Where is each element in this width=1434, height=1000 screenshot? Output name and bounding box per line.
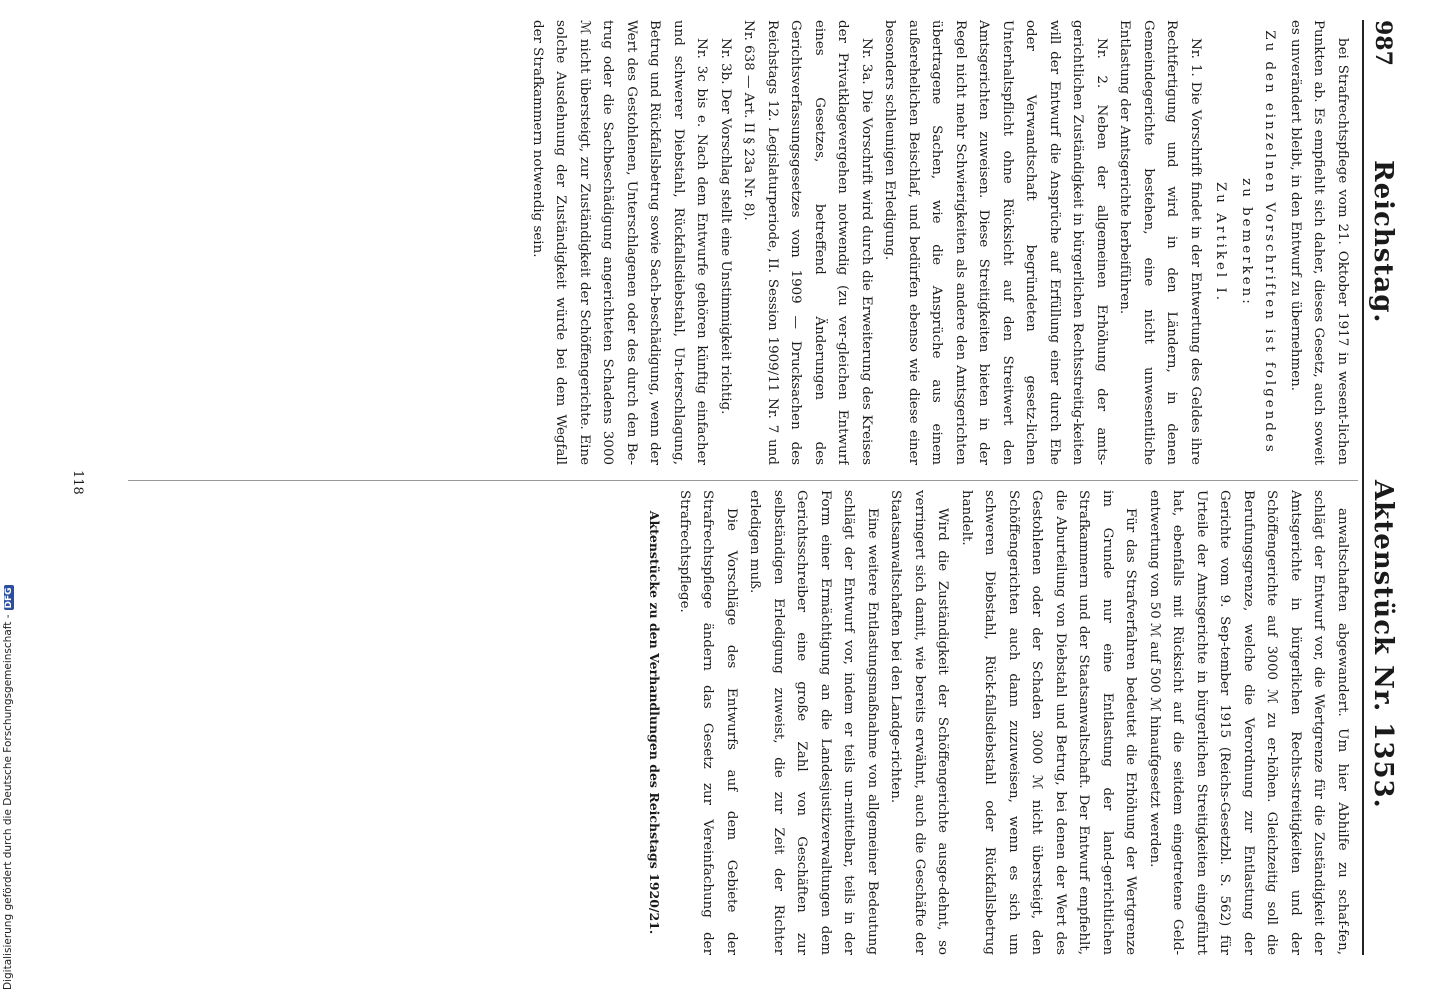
sheet-signature: 118 [70, 470, 85, 495]
footer-line: Aktenstücke zu den Verhandlungen des Reichstags 1920/21. [647, 510, 663, 935]
paragraph: Nr. 3c bis e. Nach dem Entwurfe gehören künftig einfacher und schwerer Diebstahl, Rückfallsdiebstahl, Un-terschlagung, Betrug und Rückfallsbetrug sowie Sach-beschädigung, wenn der Wert des Gestohlenen, Unterschlagenen oder des durch den Be-trug oder die Sachbeschädigung angerichteten Schadens 3000 ℳ nicht übersteigt, zur Zuständigkeit der Schöffengerichte. Eine solche Ausdehnung der Zuständigkeit würde bei dem Wegfall der Strafkammern notwendig sein. [530, 20, 710, 465]
header-title: Reichstag. [1368, 160, 1398, 324]
dfg-logo-icon: DFG [4, 587, 14, 609]
paragraph: Eine weitere Entlastungsmaßnahme von allgemeiner Bedeutung schlägt der Entwurf vor, indem er teils un-mittelbar, teils in der Form einer Ermächtigung an die Landesjustizverwaltungen dem Gerichtsschreiber eine große Zahl von Geschäften zur selbständigen Erledigung zuweist, die zur Zeit der Richter erledigen muß. [747, 490, 880, 955]
paragraph: Für das Strafverfahren bedeutet die Erhöhung der Wertgrenze im Grunde nur eine Entlastung der land-gerichtlichen Strafkammern und der Staatsanwaltschaft. Der Entwurf empfiehlt, die Aburteilung von Diebstahl und Betrug, bei denen der Wert des Gestohlenen oder der Schaden 3000 ℳ nicht übersteigt, den Schöffengerichten auch dann zuzuweisen, wenn es sich um schweren Diebstahl, Rück-fallsdiebstahl oder Rückfallsbetrug handelt. [959, 490, 1139, 955]
paragraph: Nr. 3b. Der Vorschlag stellt eine Unstimmigkeit richtig. [718, 38, 733, 415]
column-divider [128, 480, 1358, 481]
rotated-page-content [68, 20, 1398, 955]
paragraph: bei Strafrechtspflege vom 21. Oktober 1917 in wesent-lichen Punkten ab. Es empfiehlt sich daher, dieses Gesetz, auch soweit es unverändert bleibt, in den Entwurf zu übernehmen. [1288, 20, 1350, 465]
running-header [1362, 20, 1398, 955]
text-column-left-page [98, 490, 1354, 955]
page-number: 987 [1370, 20, 1396, 66]
text-column-right-page [98, 20, 1354, 465]
paragraph: Nr. 3a. Die Vorschrift wird durch die Erweiterung des Kreises der Privatklagevergehen notwendig (zu ver-gleichen Entwurf eines Gesetzes, betreffend Änderungen des Gerichtsverfassungsgesetzes vom 1909 — Drucksachen des Reichstags 12. Legislaturperiode, II. Session 1909/11 Nr. 7 und Nr. 638 — Art. II § 23a Nr. 8). [741, 20, 874, 465]
digitization-note [2, 585, 14, 990]
section-heading: Zu Artikel I. [1213, 181, 1229, 304]
paragraph: Nr. 1. Die Vorschrift findet in der Entwertung des Geldes ihre Rechtfertigung und wird in den Ländern, in denen Gemeindegerichte bestehen, eine nicht unwesentliche Entlastung der Amtsgerichte herbeiführen. [1117, 20, 1203, 465]
digitization-text: Digitalisierung gefördert durch die Deutsche Forschungsgemeinschaft - [2, 614, 14, 990]
header-annex: Aktenstück Nr. 1353. [1368, 480, 1398, 809]
paragraph: Die Vorschläge des Entwurfs auf dem Gebiete der Strafrechtspflege ändern das Gesetz zur Vereinfachung der Strafrechtspflege. [677, 490, 739, 955]
paragraph: Nr. 2. Neben der allgemeinen Erhöhung der amts-gerichtlichen Zuständigkeit in bürgerlichen Rechtsstreitig-keiten will der Entwurf die Ansprüche auf Erfüllung einer durch Ehe oder Verwandtschaft begründeten gesetz-lichen Unterhaltspflicht ohne Rücksicht auf den Streitwert den Amtsgerichten zuweisen. Diese Streitigkeiten bieten in der Regel nicht mehr Schwierigkeiten als andere den Amtsgerichten übertragene Sachen, wie die Ansprüche aus einem außerehelichen Beischlaf, und bedürfen ebenso wie diese einer besonders schleunigen Erledigung. [882, 20, 1109, 465]
paragraph: Zu den einzelnen Vorschriften ist folgendes zu bemerken: [1239, 30, 1278, 455]
paragraph: Wird die Zuständigkeit der Schöffengerichte ausge-dehnt, so verringert sich damit, wie bereits erwähnt, auch die Geschäfte der Staatsanwaltschaften bei den Landge-richten. [888, 490, 951, 955]
paragraph: anwaltschaften abgewandert. Um hier Abhilfe zu schaf-fen, schlägt der Entwurf vor, die Wertgrenze für die Zuständigkeit der Amtsgerichte in bürgerlichen Rechts-streitigkeiten und der Schöffengerichte auf 3000 ℳ zu er-höhen. Gleichzeitig soll die Berufungsgrenze, welche die Verordnung zur Entlastung der Gerichte vom 9. Sep-tember 1915 (Reichs-Gesetzbl. S. 562) für Urteile der Amtsgerichte in bürgerlichen Streitigkeiten eingeführt hat, ebenfalls mit Rücksicht auf die seitdem eingetretene Geld-entwertung von 50 ℳ auf 500 ℳ hinaufgesetzt werden. [1147, 490, 1350, 955]
